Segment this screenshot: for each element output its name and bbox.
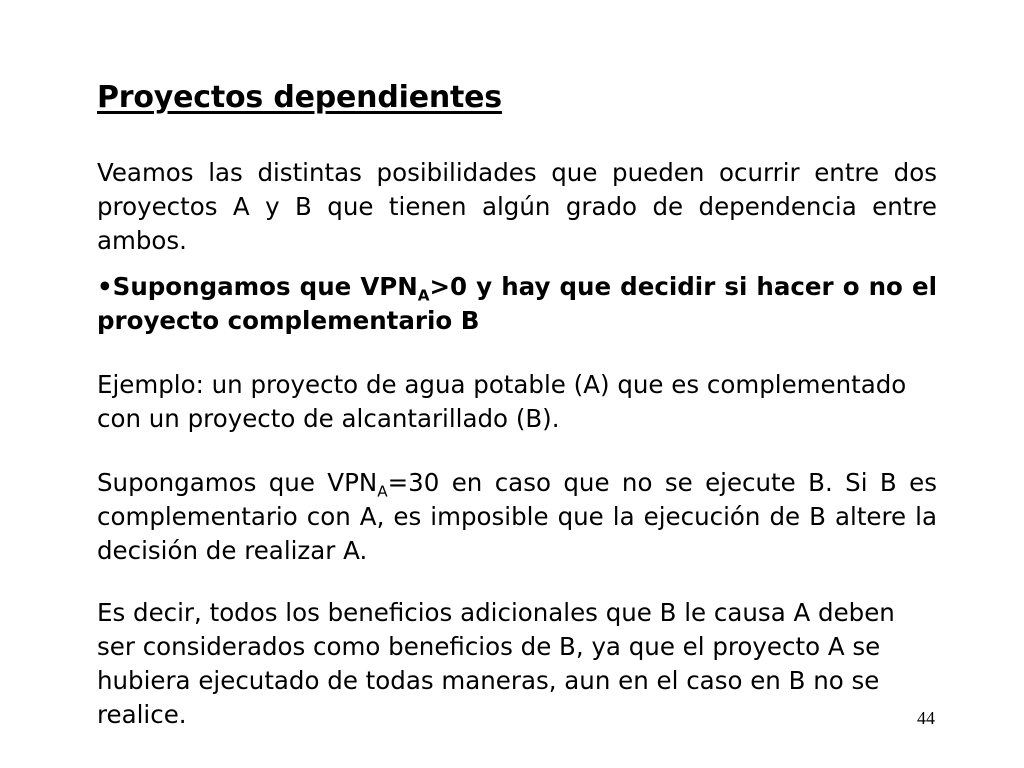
bullet-text-start: Supongamos que VPN bbox=[112, 272, 418, 301]
intro-paragraph: Veamos las distintas posibilidades que pueden ocurrir entre dos proyectos A y B que tienen algún grado de dependencia entre ambos. bbox=[97, 158, 937, 255]
slide-title: Proyectos dependientes bbox=[97, 80, 502, 115]
bullet-text-end: >0 y hay que decidir si hacer o no el proyecto complementario B bbox=[97, 272, 937, 335]
example-paragraph: Ejemplo: un proyecto de agua potable (A) que es complementado con un proyecto de alcantarillado (B). bbox=[97, 370, 907, 433]
bullet-point bbox=[97, 270, 937, 338]
conclusion-paragraph: Es decir, todos los beneficios adicionales que B le causa A deben ser considerados como beneficios de B, ya que el proyecto A se hubiera ejecutado de todas maneras, aun en el caso en B no se realice. bbox=[97, 598, 895, 729]
bullet-marker: • bbox=[97, 272, 113, 301]
assumption-text-start: Supongamos que VPN bbox=[97, 468, 378, 497]
assumption-paragraph bbox=[97, 466, 937, 568]
assumption-text-end: =30 en caso que no se ejecute B. Si B es complementario con A, es imposible que la ejecución de B altere la decisión de realizar A. bbox=[97, 468, 937, 565]
bullet-subscript: A bbox=[417, 286, 430, 305]
assumption-subscript: A bbox=[377, 482, 388, 501]
page-number: 44 bbox=[917, 708, 935, 728]
